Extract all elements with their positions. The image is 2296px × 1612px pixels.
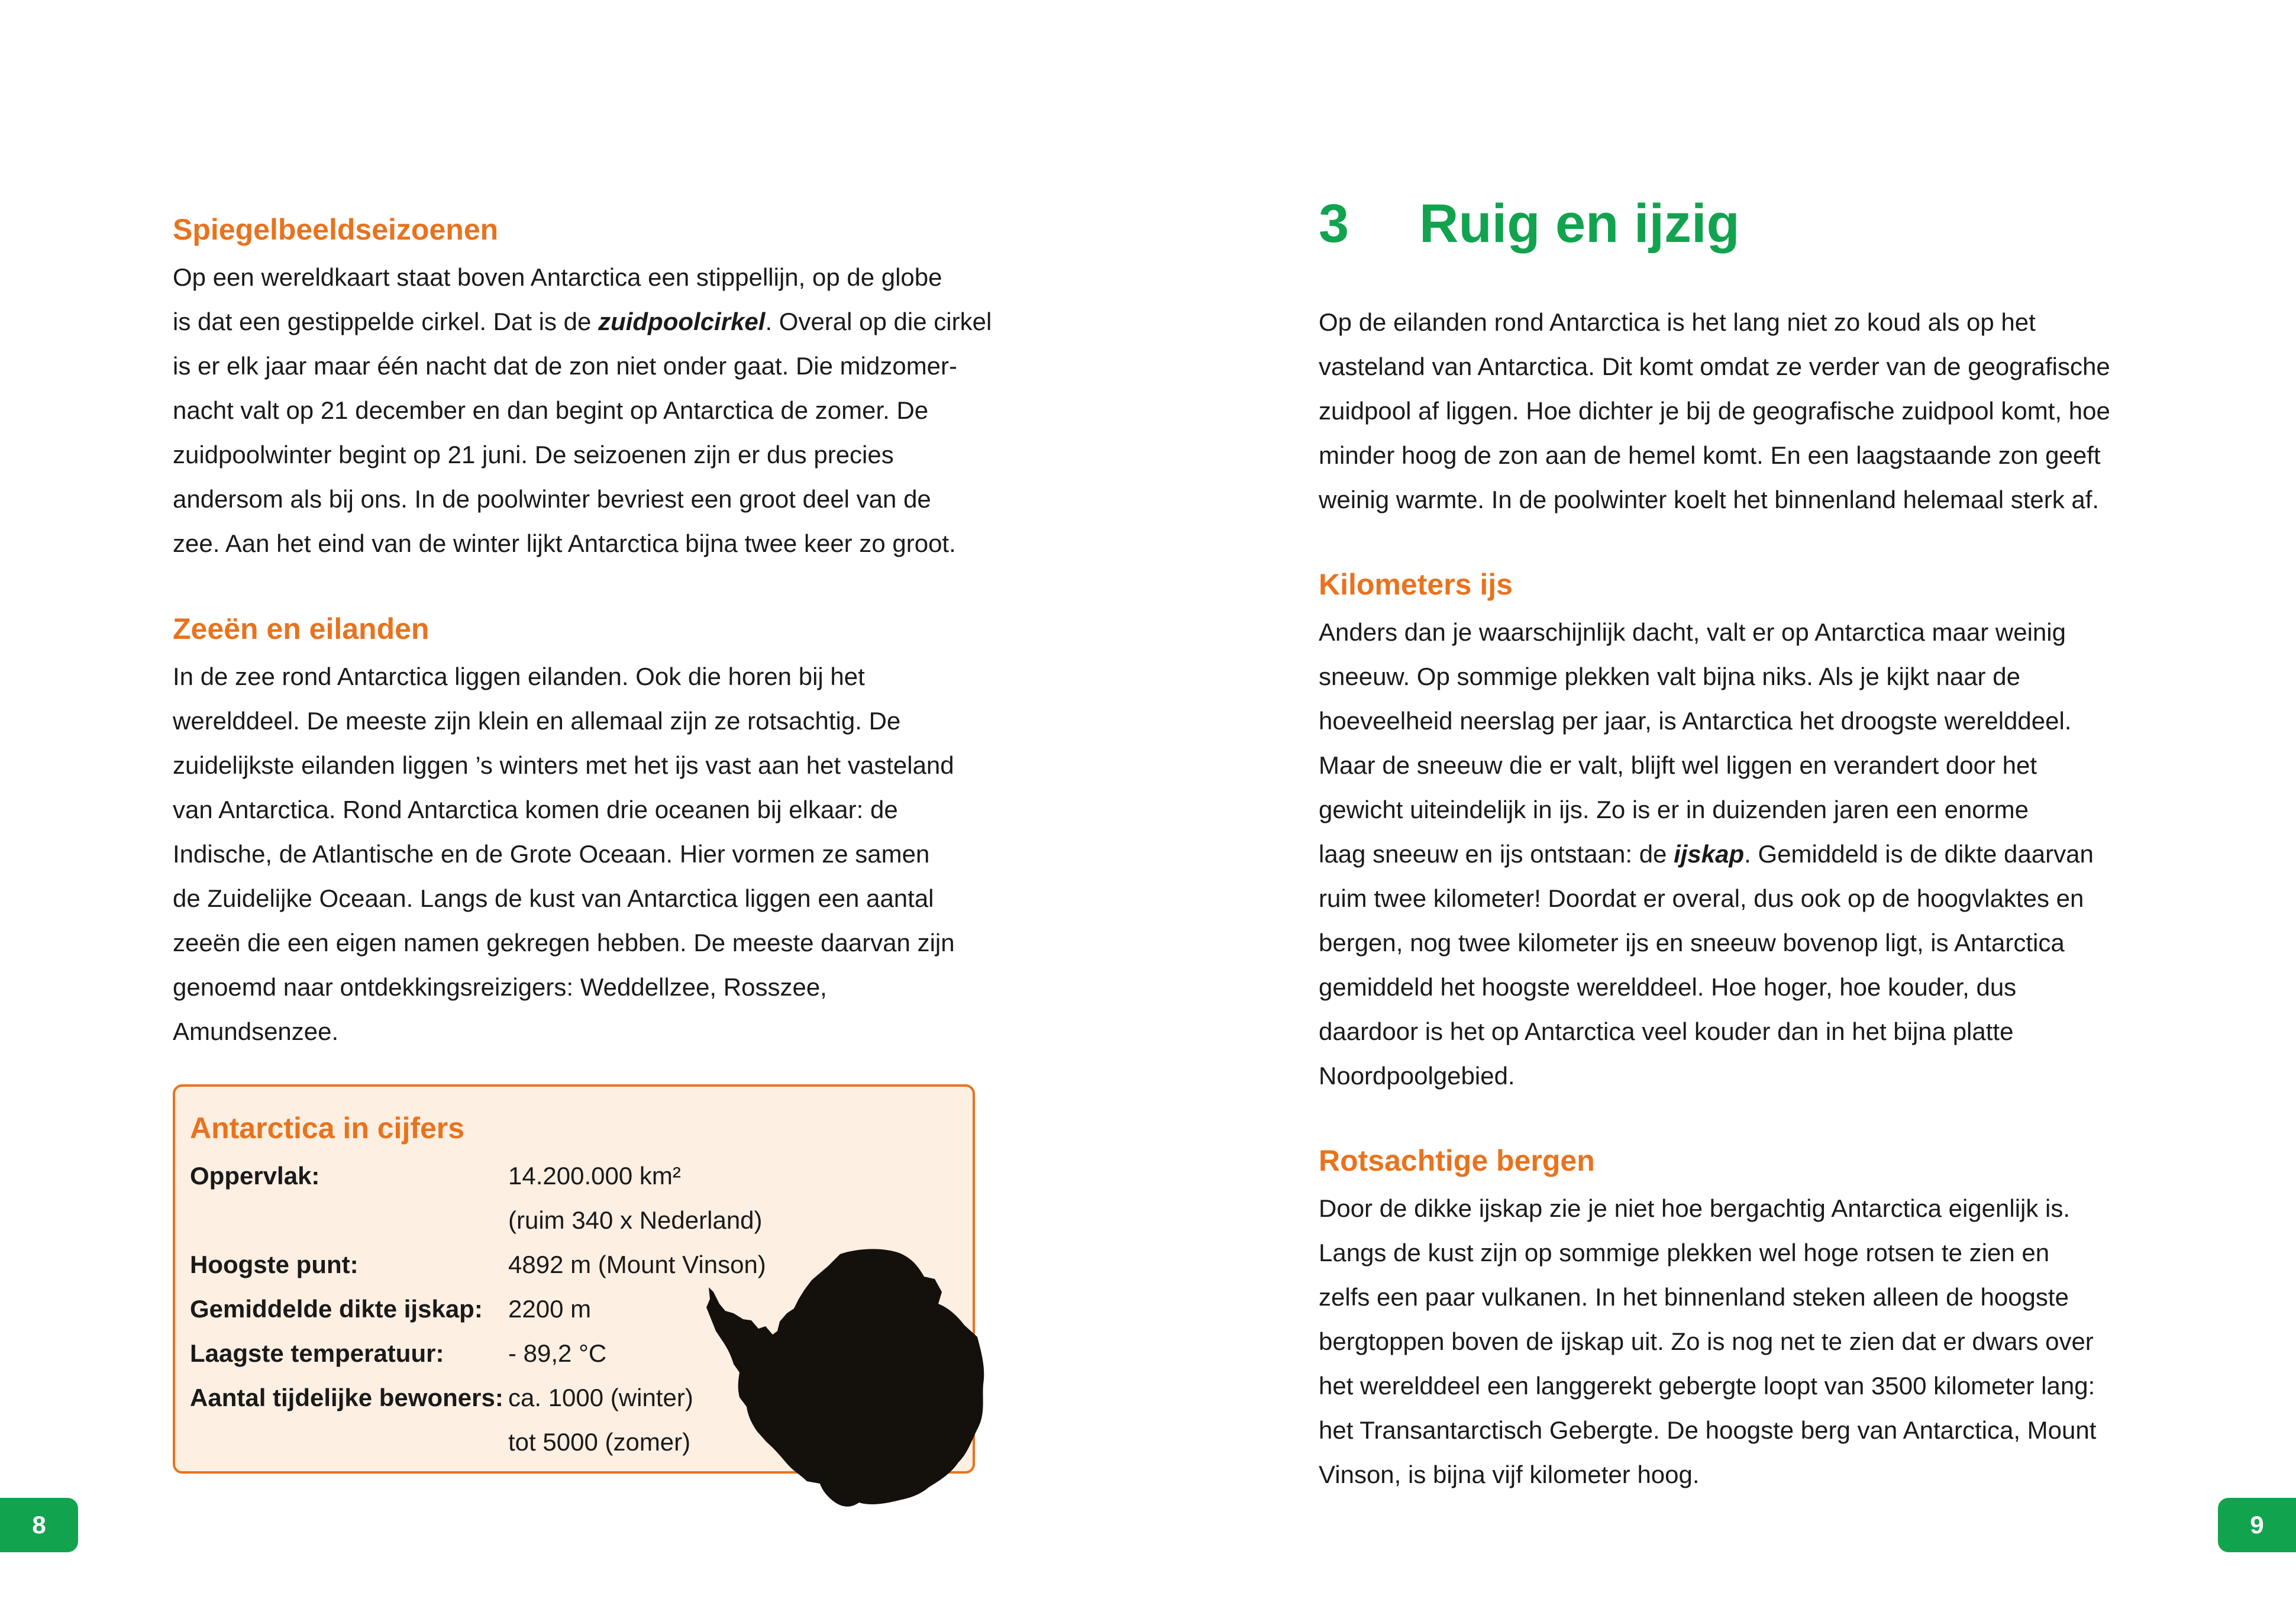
fact-row [190,1375,766,1420]
fact-label: Aantal tijdelijke bewoners: [190,1384,503,1411]
heading-kilometers-ijs: Kilometers ijs [1319,568,1513,601]
text-line: gemiddeld het hoogste werelddeel. Hoe hoger, hoe kouder, dus [1319,973,2017,1001]
text-line: minder hoog de zon aan de hemel komt. En een laagstaande zon geeft [1319,441,2101,469]
text-line: Door de dikke ijskap zie je niet hoe bergachtig Antarctica eigenlijk is. [1319,1194,2071,1222]
antarctica-silhouette-icon [704,1242,1023,1514]
text-line: het Transantarctisch Gebergte. De hoogste berg van Antarctica, Mount [1319,1416,2097,1444]
chapter-heading [1319,188,1740,259]
heading-rotsachtige-bergen: Rotsachtige bergen [1319,1144,1595,1177]
text-line: genoemd naar ontdekkingsreizigers: Weddellzee, Rosszee, [173,973,827,1001]
fact-label: Gemiddelde dikte ijskap: [190,1295,483,1323]
heading-spiegelbeeldseizoenen: Spiegelbeeldseizoenen [173,213,499,246]
text-line: werelddeel. De meeste zijn klein en allemaal zijn ze rotsachtig. De [173,707,901,735]
text-line: Maar de sneeuw die er valt, blijft wel liggen en verandert door het [1319,751,2037,779]
text-line: Anders dan je waarschijnlijk dacht, valt er op Antarctica maar weinig [1319,618,2066,646]
text-line: bergen, nog twee kilometer ijs en sneeuw bovenop ligt, is Antarctica [1319,929,2065,957]
text-line: gewicht uiteindelijk in ijs. Zo is er in duizenden jaren een enorme [1319,796,2029,823]
text-line: Indische, de Atlantische en de Grote Oceaan. Hier vormen ze samen [173,840,930,868]
text-line: zuidelijkste eilanden liggen ’s winters met het ijs vast aan het vasteland [173,751,954,779]
fact-value: (ruim 340 x Nederland) [508,1206,763,1234]
chapter-number: 3 [1319,193,1349,254]
paragraph-spiegelbeeldseizoenen [173,255,995,566]
fact-label: Hoogste punt: [190,1251,359,1278]
text-line: bergtoppen boven de ijskap uit. Zo is nog net te zien dat er dwars over [1319,1327,2094,1355]
page-number-left: 8 [0,1498,78,1552]
text-line: zee. Aan het eind van de winter lijkt Antarctica bijna twee keer zo groot. [173,529,956,557]
fact-row [190,1420,766,1464]
text-line: Vinson, is bijna vijf kilometer hoog. [1319,1461,1700,1488]
text-line: zuidpool af liggen. Hoe dichter je bij de geografische zuidpool komt, hoe [1319,397,2110,425]
text-line: vasteland van Antarctica. Dit komt omdat ze verder van de geografische [1319,353,2110,380]
text-line: het werelddeel een langgerekt gebergte loopt van 3500 kilometer lang: [1319,1372,2095,1400]
text-line: nacht valt op 21 december en dan begint op Antarctica de zomer. De [173,396,929,424]
fact-list [190,1154,766,1464]
fact-value: 2200 m [508,1295,592,1323]
term-ijskap: ijskap [1674,840,1745,868]
fact-value: tot 5000 (zomer) [508,1428,691,1456]
fact-row [190,1154,766,1198]
text-line: zeeën die een eigen namen gekregen hebben. De meeste daarvan zijn [173,929,955,957]
paragraph-intro [1319,300,2141,522]
fact-label [190,1420,508,1464]
text-line: Op de eilanden rond Antarctica is het lang niet zo koud als op het [1319,308,2036,336]
text-line: hoeveelheid neerslag per jaar, is Antarctica het droogste werelddeel. [1319,707,2072,735]
fact-row [190,1331,766,1375]
chapter-title: Ruig en ijzig [1419,193,1740,254]
text-line: is er elk jaar maar één nacht dat de zon niet onder gaat. Die midzomer- [173,352,958,380]
text-line: Amundsenzee. [173,1017,339,1045]
text-line: Op een wereldkaart staat boven Antarctica een stippellijn, op de globe [173,263,942,291]
paragraph-rotsachtige-bergen [1319,1186,2141,1497]
text-line: Langs de kust zijn op sommige plekken wel hoge rotsen te zien en [1319,1239,2050,1267]
text-line: daardoor is het op Antarctica veel kouder dan in het bijna platte [1319,1017,2014,1045]
fact-box-title: Antarctica in cijfers [190,1112,465,1145]
fact-label [190,1198,508,1242]
fact-label: Laagste temperatuur: [190,1339,444,1367]
text-line: van Antarctica. Rond Antarctica komen drie oceanen bij elkaar: de [173,796,898,823]
fact-label: Oppervlak: [190,1162,320,1190]
text-line: ruim twee kilometer! Doordat er overal, dus ook op de hoogvlaktes en [1319,884,2084,912]
text-line: weinig warmte. In de poolwinter koelt het binnenland helemaal sterk af. [1319,486,2100,513]
text-line: zuidpoolwinter begint op 21 juni. De seizoenen zijn er dus precies [173,441,894,469]
text-line: sneeuw. Op sommige plekken valt bijna niks. Als je kijkt naar de [1319,663,2020,690]
paragraph-zeeen-en-eilanden [173,654,995,1054]
text-line: laag sneeuw en ijs ontstaan: de ijskap. Gemiddeld is de dikte daarvan [1319,840,2094,868]
text-line: Noordpoolgebied. [1319,1062,1515,1090]
page-number-right: 9 [2218,1498,2296,1552]
term-zuidpoolcirkel: zuidpoolcirkel [598,308,766,335]
fact-row [190,1198,766,1242]
fact-row [190,1287,766,1331]
fact-value: ca. 1000 (winter) [508,1384,693,1411]
fact-value: 14.200.000 km² [508,1162,681,1190]
fact-value: - 89,2 °C [508,1339,607,1367]
text-line: is dat een gestippelde cirkel. Dat is de zuidpoolcirkel. Overal op die cirkel [173,308,992,335]
heading-zeeen-en-eilanden: Zeeën en eilanden [173,612,430,645]
text-line: andersom als bij ons. In de poolwinter bevriest een groot deel van de [173,485,931,513]
fact-value: 4892 m (Mount Vinson) [508,1251,766,1278]
text-line: In de zee rond Antarctica liggen eilanden. Ook die horen bij het [173,663,865,690]
paragraph-kilometers-ijs [1319,610,2141,1098]
text-line: de Zuidelijke Oceaan. Langs de kust van Antarctica liggen een aantal [173,884,934,912]
fact-row [190,1242,766,1287]
text-line: zelfs een paar vulkanen. In het binnenland steken alleen de hoogste [1319,1283,2069,1311]
